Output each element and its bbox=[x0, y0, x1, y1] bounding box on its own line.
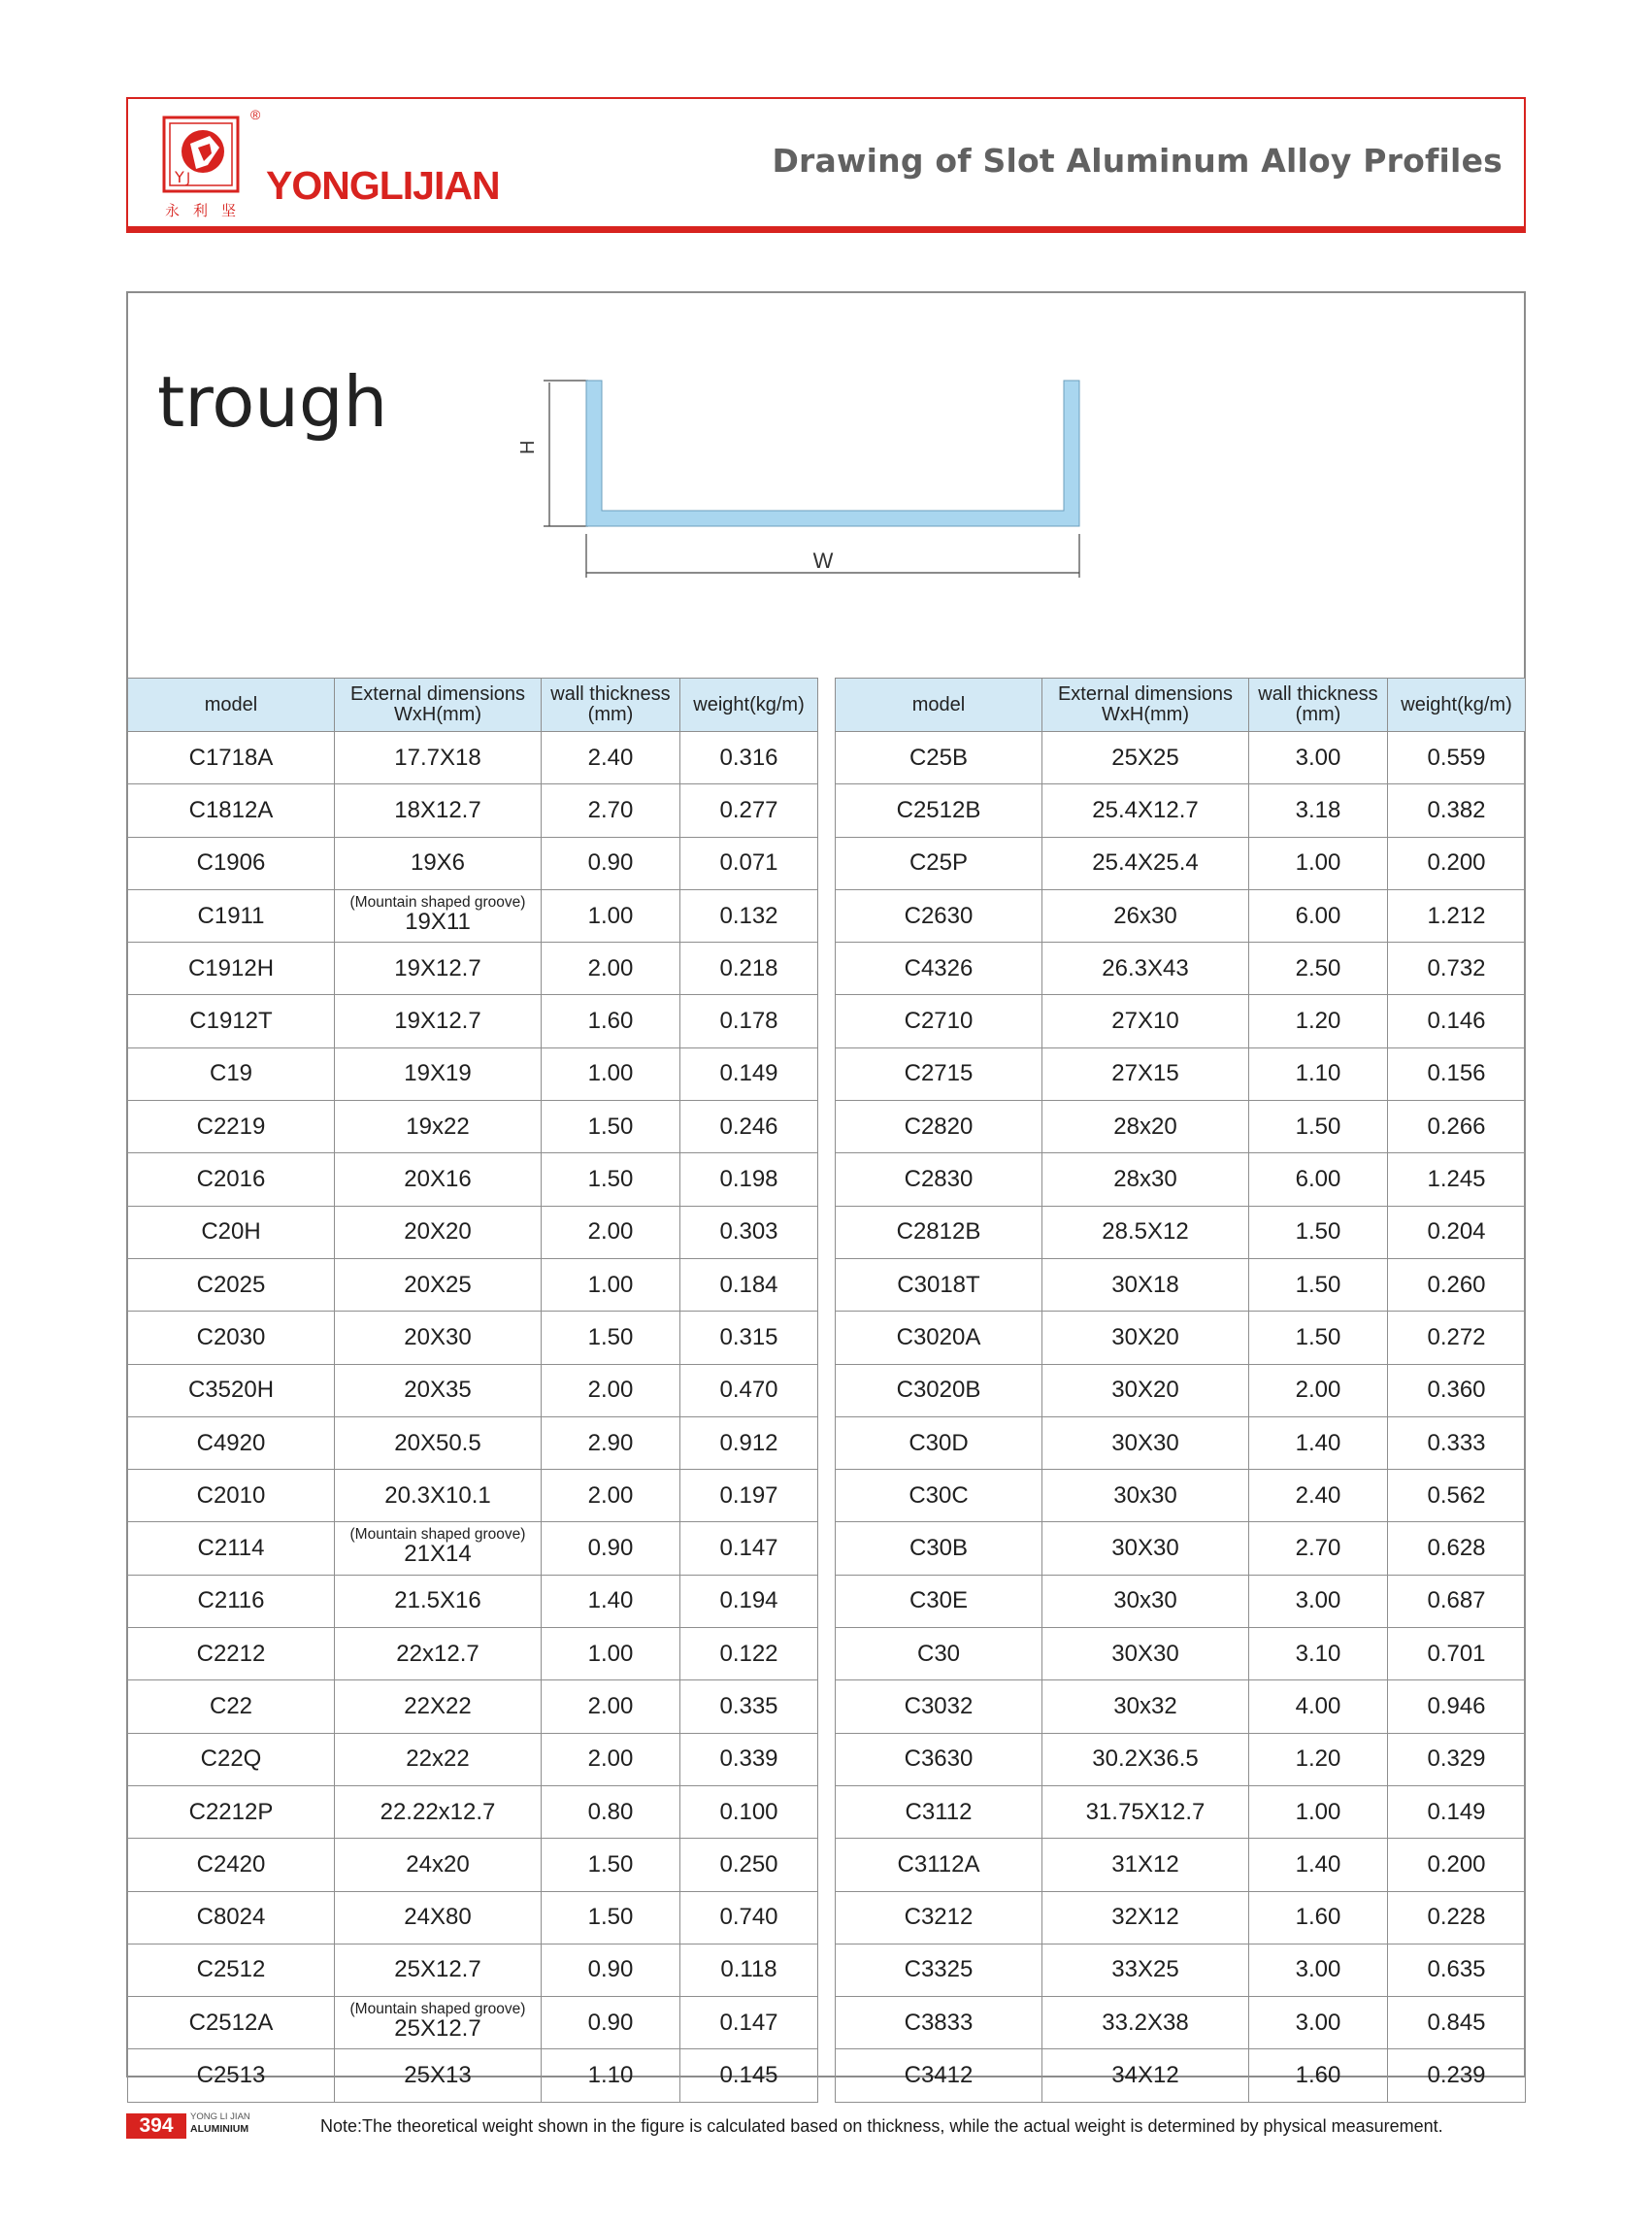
cell-wall-thickness: 6.00 bbox=[1249, 1153, 1388, 1206]
cell-model: C2025 bbox=[128, 1258, 335, 1311]
cell-weight: 0.559 bbox=[1388, 732, 1526, 784]
cell-model: C30C bbox=[836, 1470, 1042, 1522]
cell-wall-thickness: 1.20 bbox=[1249, 995, 1388, 1047]
cell-dimensions: 20.3X10.1 bbox=[335, 1470, 542, 1522]
cell-dimensions bbox=[335, 889, 542, 942]
cell-wall-thickness: 1.50 bbox=[542, 1312, 680, 1364]
section-title: trough bbox=[157, 361, 388, 443]
cell-weight: 0.198 bbox=[680, 1153, 818, 1206]
table-row bbox=[836, 943, 1526, 995]
table-row bbox=[128, 1153, 818, 1206]
footer-brand-line2: ALUMINIUM bbox=[190, 2123, 249, 2135]
cell-weight: 0.470 bbox=[680, 1364, 818, 1416]
cell-model: C2830 bbox=[836, 1153, 1042, 1206]
cell-wall-thickness: 1.00 bbox=[542, 1628, 680, 1680]
cell-weight: 0.147 bbox=[680, 1997, 818, 2049]
cell-dimensions: 22.22x12.7 bbox=[335, 1785, 542, 1838]
footer-brand-line1: YONG LI JIAN bbox=[190, 2111, 250, 2122]
cell-model: C2420 bbox=[128, 1839, 335, 1891]
cell-model: C2512B bbox=[836, 784, 1042, 837]
cell-weight: 0.132 bbox=[680, 889, 818, 942]
cell-weight: 0.122 bbox=[680, 1628, 818, 1680]
cell-model: C2513 bbox=[128, 2049, 335, 2102]
cell-model: C1906 bbox=[128, 837, 335, 889]
cell-model: C1718A bbox=[128, 732, 335, 784]
header-dimensions: External dimensions WxH(mm) bbox=[1042, 679, 1249, 732]
cell-wall-thickness: 3.00 bbox=[1249, 1944, 1388, 1996]
cell-weight: 1.245 bbox=[1388, 1153, 1526, 1206]
brand-chinese-name: 永利坚 bbox=[165, 202, 250, 219]
table-row bbox=[836, 1522, 1526, 1575]
table-row bbox=[836, 1312, 1526, 1364]
cell-weight: 0.156 bbox=[1388, 1047, 1526, 1100]
cell-wall-thickness: 1.40 bbox=[542, 1575, 680, 1627]
cell-model: C3020B bbox=[836, 1364, 1042, 1416]
cell-wall-thickness: 1.00 bbox=[1249, 1785, 1388, 1838]
header-wall-thickness: wall thickness (mm) bbox=[1249, 679, 1388, 732]
cell-dimensions: 28.5X12 bbox=[1042, 1206, 1249, 1258]
cell-dimensions: 28x20 bbox=[1042, 1101, 1249, 1153]
cell-wall-thickness: 2.00 bbox=[542, 1733, 680, 1785]
table-row bbox=[128, 1891, 818, 1944]
cell-model: C30 bbox=[836, 1628, 1042, 1680]
cell-weight: 0.149 bbox=[1388, 1785, 1526, 1838]
cell-wall-thickness: 1.60 bbox=[1249, 1891, 1388, 1944]
cell-model: C2812B bbox=[836, 1206, 1042, 1258]
cell-dimensions: 22x12.7 bbox=[335, 1628, 542, 1680]
table-row bbox=[128, 784, 818, 837]
cell-dimensions: 30X18 bbox=[1042, 1258, 1249, 1311]
cell-wall-thickness: 1.00 bbox=[542, 889, 680, 942]
cell-wall-thickness: 2.70 bbox=[542, 784, 680, 837]
cell-weight: 0.184 bbox=[680, 1258, 818, 1311]
cell-dimensions: 19X12.7 bbox=[335, 943, 542, 995]
cell-dimensions: 24x20 bbox=[335, 1839, 542, 1891]
table-row bbox=[836, 1101, 1526, 1153]
cell-dimensions: 20X30 bbox=[335, 1312, 542, 1364]
cell-model: C3112 bbox=[836, 1785, 1042, 1838]
table-row bbox=[836, 1680, 1526, 1733]
trough-profile-diagram bbox=[514, 369, 1116, 582]
cell-weight: 0.250 bbox=[680, 1839, 818, 1891]
cell-weight: 0.149 bbox=[680, 1047, 818, 1100]
cell-wall-thickness: 6.00 bbox=[1249, 889, 1388, 942]
cell-wall-thickness: 1.50 bbox=[1249, 1101, 1388, 1153]
header-model: model bbox=[836, 679, 1042, 732]
footnote: Note:The theoretical weight shown in the figure is calculated based on thickness, while the actual weight is determined by physical measurement. bbox=[320, 2116, 1443, 2136]
spec-table-left bbox=[127, 678, 818, 2103]
table-row bbox=[128, 943, 818, 995]
cell-model: C19 bbox=[128, 1047, 335, 1100]
cell-wall-thickness: 2.40 bbox=[542, 732, 680, 784]
cell-wall-thickness: 1.60 bbox=[1249, 2049, 1388, 2102]
cell-weight: 0.687 bbox=[1388, 1575, 1526, 1627]
dimensions-value: 19X11 bbox=[405, 908, 471, 935]
table-row bbox=[128, 1312, 818, 1364]
cell-weight: 0.071 bbox=[680, 837, 818, 889]
cell-wall-thickness: 1.10 bbox=[1249, 1047, 1388, 1100]
cell-wall-thickness: 1.50 bbox=[542, 1101, 680, 1153]
table-row bbox=[128, 1680, 818, 1733]
table-row bbox=[836, 1733, 1526, 1785]
cell-dimensions: 25X13 bbox=[335, 2049, 542, 2102]
table-row bbox=[836, 1997, 1526, 2049]
cell-model: C20H bbox=[128, 1206, 335, 1258]
cell-wall-thickness: 3.00 bbox=[1249, 1997, 1388, 2049]
cell-weight: 0.339 bbox=[680, 1733, 818, 1785]
cell-wall-thickness: 2.00 bbox=[1249, 1364, 1388, 1416]
cell-dimensions: 28x30 bbox=[1042, 1153, 1249, 1206]
table-row bbox=[128, 1101, 818, 1153]
table-row bbox=[836, 2049, 1526, 2102]
table-row bbox=[128, 1364, 818, 1416]
cell-dimensions: 20X20 bbox=[335, 1206, 542, 1258]
cell-model: C2715 bbox=[836, 1047, 1042, 1100]
cell-dimensions: 20X35 bbox=[335, 1364, 542, 1416]
cell-weight: 0.316 bbox=[680, 732, 818, 784]
table-row bbox=[836, 732, 1526, 784]
cell-dimensions: 25.4X12.7 bbox=[1042, 784, 1249, 837]
cell-model: C30D bbox=[836, 1416, 1042, 1469]
brand-logo-icon bbox=[161, 115, 241, 194]
registered-mark: ® bbox=[250, 107, 261, 122]
cell-dimensions: 30x30 bbox=[1042, 1470, 1249, 1522]
header-wall-thickness: wall thickness (mm) bbox=[542, 679, 680, 732]
cell-dimensions: 24X80 bbox=[335, 1891, 542, 1944]
table-row bbox=[128, 837, 818, 889]
cell-weight: 0.732 bbox=[1388, 943, 1526, 995]
table-row bbox=[836, 1470, 1526, 1522]
cell-dimensions: 34X12 bbox=[1042, 2049, 1249, 2102]
cell-model: C1812A bbox=[128, 784, 335, 837]
cell-dimensions: 31X12 bbox=[1042, 1839, 1249, 1891]
cell-weight: 0.147 bbox=[680, 1522, 818, 1575]
cell-dimensions: 19X6 bbox=[335, 837, 542, 889]
cell-dimensions: 19x22 bbox=[335, 1101, 542, 1153]
table-row bbox=[128, 1206, 818, 1258]
table-row bbox=[128, 1470, 818, 1522]
cell-weight: 0.146 bbox=[1388, 995, 1526, 1047]
table-row bbox=[128, 1944, 818, 1996]
table-header-row bbox=[836, 679, 1526, 732]
height-label: H bbox=[517, 440, 539, 454]
table-row bbox=[836, 1628, 1526, 1680]
cell-weight: 0.333 bbox=[1388, 1416, 1526, 1469]
cell-dimensions: 30X30 bbox=[1042, 1416, 1249, 1469]
table-row bbox=[836, 1153, 1526, 1206]
cell-wall-thickness: 1.50 bbox=[542, 1153, 680, 1206]
groove-note: (Mountain shaped groove) bbox=[349, 1526, 526, 1544]
table-row bbox=[128, 1575, 818, 1627]
cell-dimensions: 31.75X12.7 bbox=[1042, 1785, 1249, 1838]
cell-wall-thickness: 2.00 bbox=[542, 943, 680, 995]
cell-weight: 0.946 bbox=[1388, 1680, 1526, 1733]
cell-wall-thickness: 1.10 bbox=[542, 2049, 680, 2102]
cell-weight: 0.218 bbox=[680, 943, 818, 995]
cell-weight: 0.701 bbox=[1388, 1628, 1526, 1680]
trough-profile-shape bbox=[586, 381, 1079, 526]
svg-text:Y: Y bbox=[175, 168, 184, 186]
cell-wall-thickness: 1.50 bbox=[1249, 1206, 1388, 1258]
cell-model: C2114 bbox=[128, 1522, 335, 1575]
spec-table-right-body bbox=[836, 732, 1526, 2103]
cell-model: C2512 bbox=[128, 1944, 335, 1996]
brand-name: YONGLIJIAN bbox=[266, 163, 500, 208]
table-row bbox=[128, 1047, 818, 1100]
cell-dimensions: 30X20 bbox=[1042, 1364, 1249, 1416]
cell-dimensions: 21.5X16 bbox=[335, 1575, 542, 1627]
cell-weight: 0.239 bbox=[1388, 2049, 1526, 2102]
cell-wall-thickness: 1.00 bbox=[542, 1258, 680, 1311]
cell-model: C2820 bbox=[836, 1101, 1042, 1153]
cell-model: C2630 bbox=[836, 889, 1042, 942]
cell-weight: 0.194 bbox=[680, 1575, 818, 1627]
cell-model: C22Q bbox=[128, 1733, 335, 1785]
groove-note: (Mountain shaped groove) bbox=[349, 2000, 526, 2017]
svg-text:J: J bbox=[186, 171, 191, 186]
table-row bbox=[128, 1258, 818, 1311]
table-row bbox=[836, 837, 1526, 889]
page-number: 394 bbox=[126, 2113, 186, 2139]
cell-weight: 0.272 bbox=[1388, 1312, 1526, 1364]
cell-weight: 0.329 bbox=[1388, 1733, 1526, 1785]
cell-model: C3018T bbox=[836, 1258, 1042, 1311]
table-row bbox=[128, 1522, 818, 1575]
cell-model: C2710 bbox=[836, 995, 1042, 1047]
cell-wall-thickness: 1.50 bbox=[1249, 1258, 1388, 1311]
cell-dimensions: 33X25 bbox=[1042, 1944, 1249, 1996]
cell-weight: 0.740 bbox=[680, 1891, 818, 1944]
table-row bbox=[836, 1047, 1526, 1100]
cell-weight: 0.260 bbox=[1388, 1258, 1526, 1311]
cell-model: C2512A bbox=[128, 1997, 335, 2049]
cell-dimensions: 30X30 bbox=[1042, 1628, 1249, 1680]
cell-dimensions bbox=[335, 1997, 542, 2049]
dimensions-value: 21X14 bbox=[404, 1541, 472, 1568]
cell-dimensions: 26.3X43 bbox=[1042, 943, 1249, 995]
table-row bbox=[128, 1785, 818, 1838]
cell-wall-thickness: 1.40 bbox=[1249, 1839, 1388, 1891]
cell-weight: 0.360 bbox=[1388, 1364, 1526, 1416]
table-row bbox=[128, 1416, 818, 1469]
cell-wall-thickness: 0.80 bbox=[542, 1785, 680, 1838]
cell-weight: 0.562 bbox=[1388, 1470, 1526, 1522]
cell-weight: 0.197 bbox=[680, 1470, 818, 1522]
cell-wall-thickness: 3.00 bbox=[1249, 732, 1388, 784]
cell-model: C1912H bbox=[128, 943, 335, 995]
cell-weight: 0.246 bbox=[680, 1101, 818, 1153]
table-row bbox=[128, 1997, 818, 2049]
cell-model: C2010 bbox=[128, 1470, 335, 1522]
cell-weight: 0.118 bbox=[680, 1944, 818, 1996]
cell-model: C3325 bbox=[836, 1944, 1042, 1996]
table-row bbox=[128, 995, 818, 1047]
table-row bbox=[836, 1364, 1526, 1416]
cell-weight: 0.635 bbox=[1388, 1944, 1526, 1996]
cell-dimensions: 30.2X36.5 bbox=[1042, 1733, 1249, 1785]
cell-dimensions: 26x30 bbox=[1042, 889, 1249, 942]
cell-weight: 0.335 bbox=[680, 1680, 818, 1733]
cell-model: C3212 bbox=[836, 1891, 1042, 1944]
cell-weight: 0.178 bbox=[680, 995, 818, 1047]
cell-wall-thickness: 1.00 bbox=[1249, 837, 1388, 889]
footer-brand bbox=[190, 2111, 250, 2135]
cell-weight: 0.303 bbox=[680, 1206, 818, 1258]
table-row bbox=[128, 732, 818, 784]
cell-model: C3630 bbox=[836, 1733, 1042, 1785]
header-model: model bbox=[128, 679, 335, 732]
cell-wall-thickness: 1.20 bbox=[1249, 1733, 1388, 1785]
cell-dimensions: 30X20 bbox=[1042, 1312, 1249, 1364]
spec-table-left-body bbox=[128, 732, 818, 2103]
cell-model: C25P bbox=[836, 837, 1042, 889]
cell-wall-thickness: 4.00 bbox=[1249, 1680, 1388, 1733]
cell-wall-thickness: 1.50 bbox=[542, 1839, 680, 1891]
cell-dimensions: 20X50.5 bbox=[335, 1416, 542, 1469]
cell-dimensions: 33.2X38 bbox=[1042, 1997, 1249, 2049]
cell-dimensions: 30X30 bbox=[1042, 1522, 1249, 1575]
cell-dimensions: 25.4X25.4 bbox=[1042, 837, 1249, 889]
dimensions-value: 25X12.7 bbox=[394, 2014, 481, 2042]
cell-dimensions: 20X25 bbox=[335, 1258, 542, 1311]
cell-dimensions: 19X19 bbox=[335, 1047, 542, 1100]
table-row bbox=[128, 1628, 818, 1680]
cell-weight: 0.277 bbox=[680, 784, 818, 837]
page-header bbox=[126, 97, 1526, 233]
cell-model: C2030 bbox=[128, 1312, 335, 1364]
cell-dimensions: 20X16 bbox=[335, 1153, 542, 1206]
cell-wall-thickness: 3.00 bbox=[1249, 1575, 1388, 1627]
cell-model: C3520H bbox=[128, 1364, 335, 1416]
cell-wall-thickness: 1.50 bbox=[1249, 1312, 1388, 1364]
cell-wall-thickness: 1.60 bbox=[542, 995, 680, 1047]
table-row bbox=[836, 889, 1526, 942]
cell-weight: 0.228 bbox=[1388, 1891, 1526, 1944]
table-row bbox=[836, 1575, 1526, 1627]
cell-model: C3032 bbox=[836, 1680, 1042, 1733]
cell-model: C2116 bbox=[128, 1575, 335, 1627]
cell-wall-thickness: 0.90 bbox=[542, 1944, 680, 1996]
cell-dimensions: 18X12.7 bbox=[335, 784, 542, 837]
cell-weight: 0.315 bbox=[680, 1312, 818, 1364]
cell-weight: 0.100 bbox=[680, 1785, 818, 1838]
cell-weight: 0.912 bbox=[680, 1416, 818, 1469]
cell-weight: 0.382 bbox=[1388, 784, 1526, 837]
cell-model: C4920 bbox=[128, 1416, 335, 1469]
cell-wall-thickness: 0.90 bbox=[542, 837, 680, 889]
cell-weight: 0.266 bbox=[1388, 1101, 1526, 1153]
table-row bbox=[128, 1733, 818, 1785]
table-row bbox=[836, 995, 1526, 1047]
cell-wall-thickness: 0.90 bbox=[542, 1522, 680, 1575]
cell-wall-thickness: 1.40 bbox=[1249, 1416, 1388, 1469]
document-title: Drawing of Slot Aluminum Alloy Profiles bbox=[772, 142, 1503, 180]
cell-model: C4326 bbox=[836, 943, 1042, 995]
cell-dimensions: 19X12.7 bbox=[335, 995, 542, 1047]
cell-wall-thickness: 2.00 bbox=[542, 1206, 680, 1258]
cell-dimensions bbox=[335, 1522, 542, 1575]
cell-dimensions: 30x32 bbox=[1042, 1680, 1249, 1733]
cell-model: C2016 bbox=[128, 1153, 335, 1206]
cell-weight: 0.845 bbox=[1388, 1997, 1526, 2049]
table-row bbox=[128, 889, 818, 942]
cell-model: C3020A bbox=[836, 1312, 1042, 1364]
cell-wall-thickness: 2.70 bbox=[1249, 1522, 1388, 1575]
cell-model: C2212 bbox=[128, 1628, 335, 1680]
cell-wall-thickness: 2.90 bbox=[542, 1416, 680, 1469]
table-row bbox=[836, 1416, 1526, 1469]
cell-wall-thickness: 1.00 bbox=[542, 1047, 680, 1100]
cell-wall-thickness: 3.18 bbox=[1249, 784, 1388, 837]
table-row bbox=[836, 1258, 1526, 1311]
cell-dimensions: 27X15 bbox=[1042, 1047, 1249, 1100]
dimension-lines bbox=[544, 381, 1079, 578]
cell-model: C2219 bbox=[128, 1101, 335, 1153]
cell-weight: 0.200 bbox=[1388, 837, 1526, 889]
table-row bbox=[128, 1839, 818, 1891]
table-row bbox=[836, 1785, 1526, 1838]
cell-weight: 0.628 bbox=[1388, 1522, 1526, 1575]
header-dimensions: External dimensions WxH(mm) bbox=[335, 679, 542, 732]
table-row bbox=[836, 1839, 1526, 1891]
cell-weight: 1.212 bbox=[1388, 889, 1526, 942]
cell-dimensions: 22x22 bbox=[335, 1733, 542, 1785]
cell-dimensions: 17.7X18 bbox=[335, 732, 542, 784]
cell-weight: 0.145 bbox=[680, 2049, 818, 2102]
cell-wall-thickness: 2.00 bbox=[542, 1364, 680, 1416]
cell-model: C3112A bbox=[836, 1839, 1042, 1891]
table-row bbox=[836, 1891, 1526, 1944]
spec-table-right bbox=[835, 678, 1526, 2103]
table-row bbox=[836, 1944, 1526, 1996]
cell-wall-thickness: 3.10 bbox=[1249, 1628, 1388, 1680]
width-label: W bbox=[812, 548, 834, 573]
cell-dimensions: 22X22 bbox=[335, 1680, 542, 1733]
cell-model: C1911 bbox=[128, 889, 335, 942]
cell-model: C3833 bbox=[836, 1997, 1042, 2049]
cell-wall-thickness: 2.40 bbox=[1249, 1470, 1388, 1522]
cell-model: C2212P bbox=[128, 1785, 335, 1838]
cell-dimensions: 25X25 bbox=[1042, 732, 1249, 784]
table-row bbox=[836, 784, 1526, 837]
cell-model: C22 bbox=[128, 1680, 335, 1733]
groove-note: (Mountain shaped groove) bbox=[349, 893, 526, 911]
cell-dimensions: 32X12 bbox=[1042, 1891, 1249, 1944]
table-row bbox=[128, 2049, 818, 2102]
cell-dimensions: 27X10 bbox=[1042, 995, 1249, 1047]
cell-weight: 0.204 bbox=[1388, 1206, 1526, 1258]
cell-wall-thickness: 1.50 bbox=[542, 1891, 680, 1944]
cell-model: C30B bbox=[836, 1522, 1042, 1575]
cell-dimensions: 30x30 bbox=[1042, 1575, 1249, 1627]
cell-weight: 0.200 bbox=[1388, 1839, 1526, 1891]
table-row bbox=[836, 1206, 1526, 1258]
cell-model: C8024 bbox=[128, 1891, 335, 1944]
cell-model: C25B bbox=[836, 732, 1042, 784]
cell-wall-thickness: 2.50 bbox=[1249, 943, 1388, 995]
cell-dimensions: 25X12.7 bbox=[335, 1944, 542, 1996]
cell-wall-thickness: 2.00 bbox=[542, 1470, 680, 1522]
cell-model: C30E bbox=[836, 1575, 1042, 1627]
cell-wall-thickness: 0.90 bbox=[542, 1997, 680, 2049]
cell-model: C3412 bbox=[836, 2049, 1042, 2102]
header-weight: weight(kg/m) bbox=[1388, 679, 1526, 732]
table-header-row bbox=[128, 679, 818, 732]
header-weight: weight(kg/m) bbox=[680, 679, 818, 732]
cell-model: C1912T bbox=[128, 995, 335, 1047]
cell-wall-thickness: 2.00 bbox=[542, 1680, 680, 1733]
